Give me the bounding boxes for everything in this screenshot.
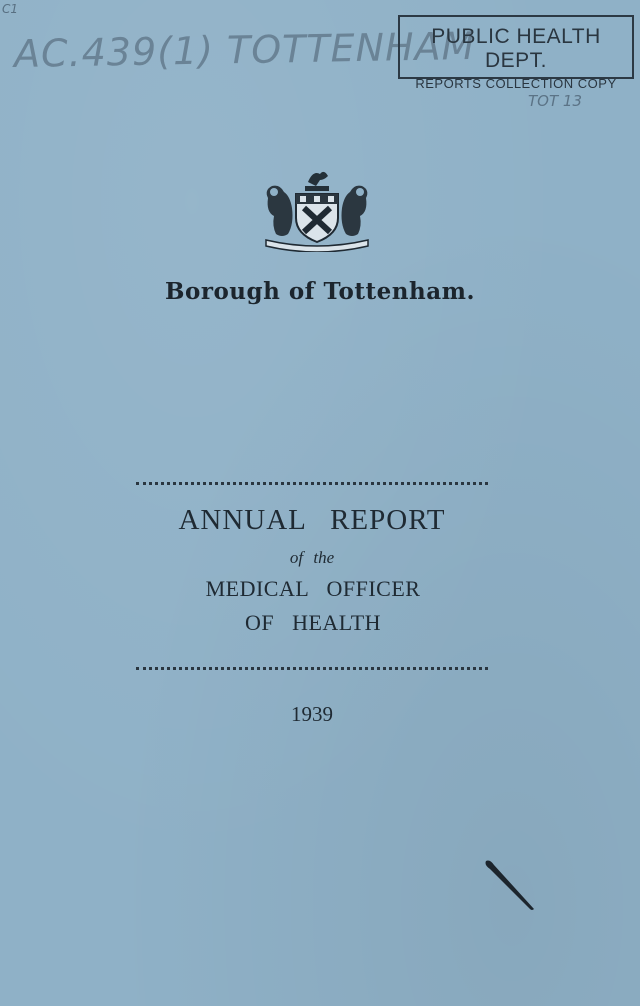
top-dotted-divider xyxy=(136,482,488,485)
handwritten-shelf-mark: TOT 13 xyxy=(528,92,582,110)
ink-streak-mark xyxy=(484,857,540,913)
report-title-officer: MEDICAL OFFICER xyxy=(205,576,421,601)
collection-stamp xyxy=(398,15,634,91)
handwritten-accession-number: AC.439(1) TOTTENHAM xyxy=(13,23,476,77)
stamp-department: PUBLIC HEALTH DEPT. xyxy=(431,25,601,72)
report-title-connector: of the xyxy=(289,548,335,567)
borough-name: Borough of Tottenham. xyxy=(165,278,475,305)
corner-pencil-mark: C1 xyxy=(2,2,19,16)
stamp-collection: REPORTS COLLECTION COPY xyxy=(415,76,617,91)
bottom-dotted-divider xyxy=(136,667,488,670)
report-year: 1939 xyxy=(291,702,333,726)
borough-coat-of-arms-icon xyxy=(258,168,376,252)
report-title: ANNUAL REPORT xyxy=(178,504,446,536)
report-title-health: OF HEALTH xyxy=(244,610,382,635)
